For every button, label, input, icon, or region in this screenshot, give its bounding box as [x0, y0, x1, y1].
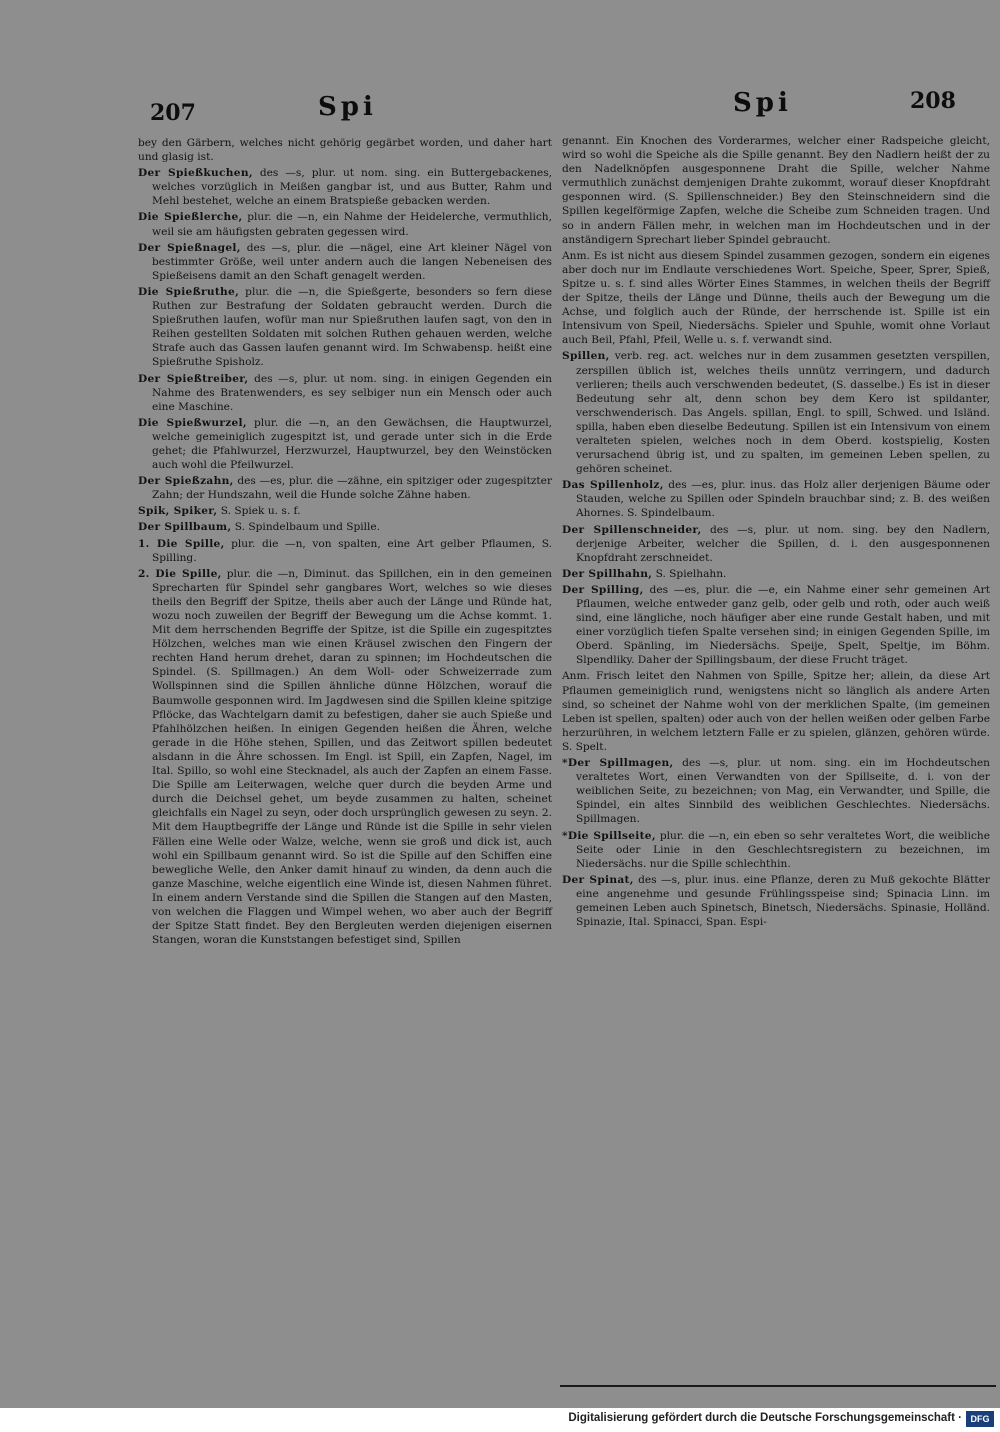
entry-lemma: Der Spießnagel,	[138, 241, 241, 254]
dictionary-entry	[138, 166, 552, 208]
running-head-left: Spi	[318, 92, 377, 122]
left-column	[138, 136, 552, 949]
entry-text: S. Spiek u. s. f.	[220, 505, 301, 518]
entry-lemma: *Die Spillseite,	[562, 829, 656, 842]
dictionary-entry	[562, 583, 990, 668]
dictionary-entry	[562, 134, 990, 247]
dictionary-entry	[138, 210, 552, 238]
entry-lemma: Spillen,	[562, 350, 610, 363]
bottom-rule	[560, 1385, 996, 1387]
dictionary-entry	[562, 249, 990, 348]
entry-lemma: Der Spinat,	[562, 873, 634, 886]
dictionary-entry	[562, 478, 990, 520]
dictionary-entry	[138, 416, 552, 472]
entry-text: des —s, plur. ut nom. sing. in einigen Gegenden ein Nahme des Bratenwenders, es sey selbiger nun ein Mensch oder auch eine Maschine.	[152, 372, 552, 413]
entry-text: plur. die —n, an den Gewächsen, die Hauptwurzel, welche gemeiniglich zugespitzt ist, und gerade unter sich in die Erde gehet; die Pfahlwurzel, Herzwurzel, Hauptwurzel, bey den Weinstöcken auch wohl die Pfeilwurzel.	[152, 416, 552, 472]
dictionary-entry	[562, 873, 990, 929]
dictionary-entry	[562, 756, 990, 826]
dictionary-entry	[138, 474, 552, 502]
entry-text: Anm. Es ist nicht aus diesem Spindel zusammen gezogen, sondern ein eigenes aber doch nur im Endlaute verschiedenes Wort. Speiche, Speer, Sprer, Spieß, Spitze u. s. f. sind alles Wörter Eines Stammes, in welchen theils der Begriff der Spitze, theils der Länge und Dünne, theils auch der Bewegung um die Achse, und folglich auch der Ründe, der herrschende ist. Spille ist ein Intensivum von Speil, Niedersächs. Spieler und Spuhle, womit ohne Vorlaut auch Beil, Pfahl, Pfeil, Welle u. s. f. verwandt sind.	[562, 249, 990, 347]
entry-lemma: Die Spießlerche,	[138, 211, 243, 224]
entry-text: des —s, plur. ut nom. sing. ein im Hochdeutschen veraltetes Wort, einen Verwandten von der Spillseite, d. i. von der weiblichen Seite, zu bezeichnen; von Mag, ein Verwandter, und Spille, die Spindel, ein altes Sinnbild des weiblichen Geschlechtes. Niedersächs. Spillmagen.	[576, 757, 991, 826]
dictionary-entry	[138, 537, 552, 565]
dictionary-entry	[562, 829, 990, 871]
entry-lemma: Der Spießkuchen,	[138, 167, 253, 180]
entry-lemma: Der Spießtreiber,	[138, 372, 249, 385]
entry-text: des —es, plur. die —zähne, ein spitziger oder zugespitzter Zahn; der Hundszahn, weil die Hunde solche Zähne haben.	[152, 475, 553, 502]
entry-text: des —s, plur. ut nom. sing. ein Buttergebackenes, welches vorzüglich in Meißen gangbar ist, und aus Butter, Rahm und Mehl bestehet, welche an einem Bratspieße gebacken werden.	[152, 167, 552, 208]
entry-text: S. Spielhahn.	[655, 567, 727, 580]
right-column	[562, 134, 990, 931]
entry-text: plur. die —n, von spalten, eine Art gelber Pflaumen, S. Spilling.	[152, 537, 552, 564]
entry-lemma: Der Spilling,	[562, 583, 644, 596]
entry-lemma: Der Spießzahn,	[138, 475, 234, 488]
entry-lemma: 2. Die Spille,	[138, 567, 222, 580]
footer-bar	[0, 1408, 1000, 1432]
entry-text: des —s, plur. die —nägel, eine Art kleiner Nägel von bestimmter Größe, weil unter andern auch die langen Nebeneisen des Spießeisens damit an den Schaft genagelt werden.	[152, 241, 552, 282]
dictionary-entry	[138, 567, 552, 948]
entry-text: verb. reg. act. welches nur in dem zusammen gesetzten verspillen, zerspillen üblich ist, welches theils unnütz verringern, und dadurch verlieren; theils auch verschwenden bedeutet, (S. dasselbe.) Es ist in dieser Bedeutung sehr alt, denn schon bey dem Kero ist spildanter, verschwenderisch. Das Angels. spillan, Engl. to spill, Schwed. und Isländ. spilla, haben eben dieselbe Bedeutung. Spillen ist ein Intensivum von einem veralteten spielen, welches noch in dem Oberd. kostspielig, Kosten verursachend übrig ist, und zu spalten, im gemeinen Leben spellen, zu gehören scheinet.	[576, 350, 990, 476]
dictionary-entry	[562, 669, 990, 754]
entry-lemma: Spik, Spiker,	[138, 505, 218, 518]
entry-text: genannt. Ein Knochen des Vorderarmes, welcher einer Radspeiche gleicht, wird so wohl die Speiche als die Spille genannt. Bey den Nadlern heißt der zu den Nadelknöpfen ausgesponnene Draht die Spille, welcher Nahme vermuthlich zunächst demjenigen Drahte zukommt, worauf dieser Knopfdraht gesponnen wird. (S. Spillenschneider.) Bey den Steinschneidern sind die Spillen kegelförmige Zapfen, welche die Scheibe zum Schneiden tragen. Und so in andern Fällen mehr, in welchen man im Hochdeutschen und in der anständigern Sprechart lieber Spindel gebraucht.	[562, 135, 990, 246]
entry-text: plur. die —n, Diminut. das Spillchen, ein in den gemeinen Sprecharten für Spindel sehr gangbares Wort, welches so wie dieses theils den Begriff der Spitze, theils aber auch der Länge und Ründe hat, wozu noch zuweilen der Begriff der Bewegung um die Achse kommt. 1. Mit dem herrschenden Begriffe der Spitze, ist die Spille ein zugespitztes Hölzchen, welches man wie einen Kräusel zwischen den Fingern der rechten Hand herum drehet, daran zu spinnen; im Hochdeutschen die Spindel. (S. Spillmagen.) An dem Woll- oder Schweizerrade zum Wollspinnen sind die Spillen ähnliche dünne Hölzchen, worauf die Baumwolle gesponnen wird. Im Jagdwesen sind die Spillen kleine spitzige Pflöcke, das Wachtelgarn damit zu befestigen, daher sie auch Spieße und Pfahlhölzchen heißen. In einigen Gegenden heißen die Ähren, welche gerade in die Höhe stehen, Spillen, und das Zeitwort spillen bedeutet alsdann in die Ähre schossen. Im Engl. ist Spill, ein Zapfen, Nagel, im Ital. Spillo, so wohl eine Stecknadel, als auch der Zapfen an einem Fasse. Die Spille am Leiterwagen, welche quer durch die beyden Arme und durch die Deichsel gehet, um beyde zusammen zu halten, scheinet gleichfalls ein Nagel zu seyn, oder doch ursprünglich gewesen zu seyn. 2. Mit dem Hauptbegriffe der Länge und Ründe ist die Spille in sehr vielen Fällen eine Welle oder Walze, welche, wenn sie groß und dick ist, auch wohl ein Spillbaum genannt wird. So ist die Spille auf den Schiffen eine bewegliche Welle, den Anker damit hinauf zu winden, da denn auch die ganze Maschine, welche eigentlich eine Winde ist, diesen Nahmen führet. In einem andern Verstande sind die Spillen die Stangen auf den Masten, von welchen die Flaggen und Wimpel wehen, wo aber auch der Begriff der Spitze Statt findet. Bey den Bergleuten werden diejenigen eisernen Stangen, woran die Kunststangen befestiget sind, Spillen	[152, 567, 553, 947]
dictionary-entry	[138, 285, 552, 370]
entry-lemma: Der Spillhahn,	[562, 567, 653, 580]
entry-text: des —s, plur. inus. eine Pflanze, deren zu Muß gekochte Blätter eine angenehme und gesunde Frühlingsspeise sind; Spinacia Linn. im gemeinen Leben auch Spinetsch, Binetsch, Niedersächs. Spinasie, Holländ. Spinazie, Ital. Spinacci, Span. Espi-	[576, 873, 990, 929]
entry-text: plur. die —n, ein Nahme der Heidelerche, vermuthlich, weil sie am häufigsten gebraten gegessen wird.	[152, 211, 552, 238]
funding-note: Digitalisierung gefördert durch die Deutsche Forschungsgemeinschaft ·	[568, 1412, 962, 1424]
entry-text: bey den Gärbern, welches nicht gehörig gegärbet worden, und daher hart und glasig ist.	[138, 137, 552, 164]
dictionary-entry	[562, 567, 990, 581]
entry-text: plur. die —n, ein eben so sehr veraltetes Wort, die weibliche Seite oder Linie in den Geschlechtsregistern zu bezeichnen, im Niedersächs. nur die Spille schlechthin.	[576, 829, 990, 870]
entry-lemma: Der Spillbaum,	[138, 521, 232, 534]
dictionary-entry	[138, 241, 552, 283]
dfg-logo-icon: DFG	[966, 1411, 994, 1427]
entry-text: S. Spindelbaum und Spille.	[234, 521, 381, 534]
entry-lemma: Die Spießruthe,	[138, 285, 240, 298]
dictionary-entry	[138, 504, 552, 518]
dictionary-entry	[138, 372, 552, 414]
entry-lemma: *Der Spillmagen,	[562, 757, 674, 770]
page-number-left: 207	[150, 100, 196, 126]
entry-text: des —s, plur. ut nom. sing. bey den Nadlern, derjenige Arbeiter, welcher die Spillen, d. i. den ausgesponnenen Knopfdraht zerschneidet.	[576, 523, 990, 564]
entry-text: Anm. Frisch leitet den Nahmen von Spille, Spitze her; allein, da diese Art Pflaumen gemeiniglich rund, wenigstens nicht so länglich als andere Arten sind, so scheinet der Nahme wohl von der merklichen Spalte, (im gemeinen Leben ist spellen, spalten) oder auch von der hellen weißen oder gelben Farbe herzurühren, in welchem letztern Falle er zu spielen, glänzen, gehören würde. S. Spelt.	[562, 670, 990, 753]
entry-text: des —es, plur. die —e, ein Nahme einer sehr gemeinen Art Pflaumen, welche entweder ganz gelb, oder gelb und roth, oder auch weiß sind, eine längliche, noch häufiger aber eine runde Gestalt haben, und mit einer vorzüglich tiefen Spalte versehen sind; in einigen Gegenden Spille, im Oberd. Spänling, im Niedersächs. Speije, Spelt, Speltje, im Böhm. Slpendliky. Daher der Spillingsbaum, der diese Frucht träget.	[576, 583, 990, 667]
dictionary-entry	[138, 136, 552, 164]
entry-text: plur. die —n, die Spießgerte, besonders so fern diese Ruthen zur Bestrafung der Soldaten gebraucht werden. Durch die Spießruthen laufen, wofür man nur Spießruthen laufen sagt, von den in Reihen gestellten Soldaten mit solchen Ruthen gehauen werden, welche Strafe auch das Gassen laufen genannt wird. Im Schwabensp. heißt eine Spießruthe Spisholz.	[152, 285, 552, 369]
dictionary-entry	[138, 520, 552, 534]
entry-lemma: Das Spillenholz,	[562, 479, 664, 492]
entry-lemma: Die Spießwurzel,	[138, 416, 247, 429]
entry-text: des —es, plur. inus. das Holz aller derjenigen Bäume oder Stauden, welche zu Spillen oder Spindeln brauchbar sind; z. B. des weißen Ahornes. S. Spindelbaum.	[576, 479, 990, 520]
dictionary-entry	[562, 523, 990, 565]
page-number-right: 208	[910, 88, 956, 114]
entry-lemma: Der Spillenschneider,	[562, 523, 702, 536]
running-head-right: Spi	[733, 88, 792, 118]
entry-lemma: 1. Die Spille,	[138, 537, 225, 550]
dictionary-entry	[562, 349, 990, 476]
